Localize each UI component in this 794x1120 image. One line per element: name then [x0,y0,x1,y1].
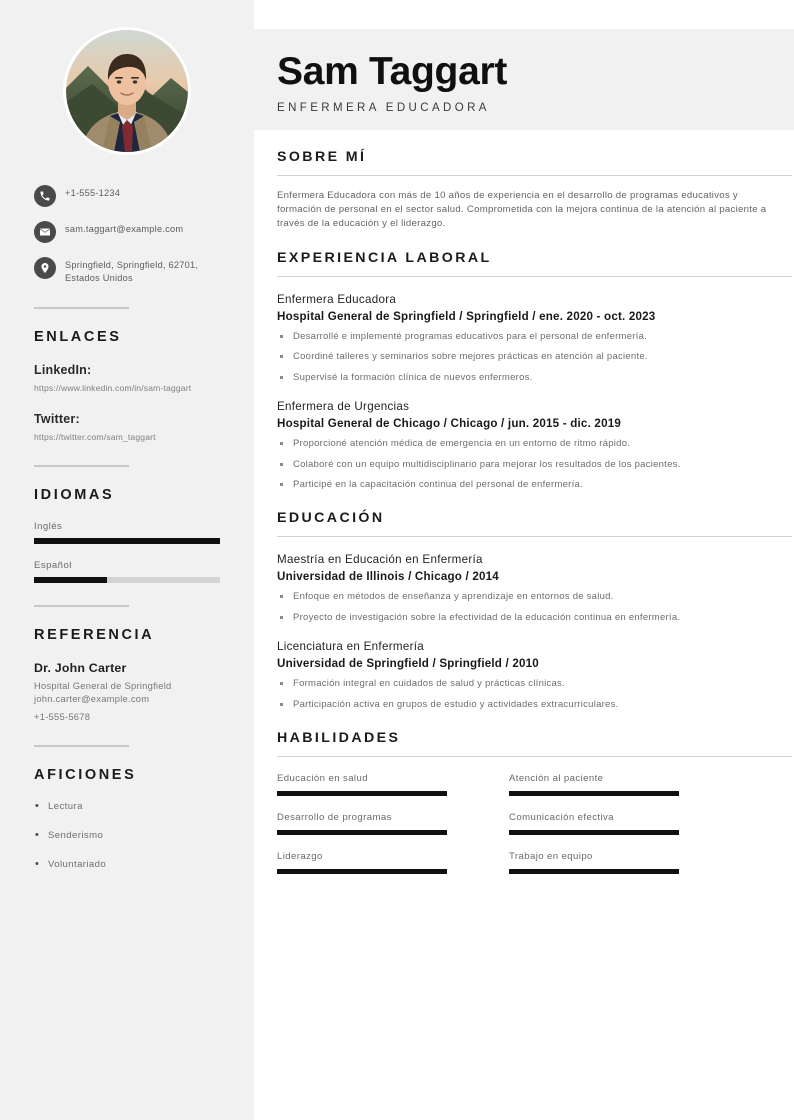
list-item: • Lectura [34,801,220,812]
location-pin-icon [34,257,56,279]
divider [277,276,792,277]
skills-heading: HABILIDADES [277,730,401,747]
profile-photo-illustration [66,30,188,152]
list-item: Coordiné talleres y seminarios sobre mejores prácticas en atención al paciente. [277,350,772,363]
hobbies-heading: AFICIONES [34,767,137,783]
skill-item [509,773,679,796]
language-item [34,521,220,544]
education-entry [277,553,794,624]
language-level-fill [34,577,107,583]
list-item: Proporcioné atención médica de emergencia en un entorno de ritmo rápido. [277,437,772,450]
list-item: Participé en la capacitación continua del personal de enfermería. [277,478,772,491]
phone-icon [34,185,56,207]
entry-bullets [277,437,794,491]
skill-item [277,812,447,835]
language-item [34,560,220,583]
divider [34,307,129,309]
profile-photo [66,30,188,152]
skill-label: Comunicación efectiva [509,812,614,824]
skill-bar [277,869,447,874]
languages-heading: IDIOMAS [34,487,115,503]
skill-bar [277,791,447,796]
divider [277,536,792,537]
entry-bullets [277,590,794,624]
divider [277,756,792,757]
phone-text: +1-555-1234 [65,188,121,198]
about-text: Enfermera Educadora con más de 10 años de experiencia en el desarrollo de programas educativos y formación de personal en el sector salud. Comprometida con la mejora continua de la atención al paciente a través de la educación y el liderazgo. [277,190,767,229]
hobby-list [34,801,220,870]
entry-meta: Universidad de Illinois / Chicago / 2014 [277,570,499,584]
list-item: Desarrollé e implementé programas educativos para el personal de enfermería. [277,330,772,343]
list-item: • Senderismo [34,830,220,841]
skill-label: Liderazgo [277,851,323,863]
contact-row-address [34,256,220,285]
list-item: • Voluntariado [34,859,220,870]
twitter-label: Twitter: [34,411,80,426]
envelope-icon [34,221,56,243]
skill-label: Desarrollo de programas [277,812,392,824]
avatar [34,30,220,152]
skill-item [277,773,447,796]
divider [34,465,129,467]
experience-entry [277,293,794,384]
language-level-track [34,538,220,544]
contact-row-email [34,220,220,243]
links-heading: ENLACES [34,329,122,345]
list-item: Colaboré con un equipo multidisciplinario para mejorar los resultados de los pacientes. [277,458,772,471]
reference-phone: +1-555-5678 [34,711,91,722]
main-content [254,0,794,1120]
skill-bar [509,830,679,835]
education-heading: EDUCACIÓN [277,510,385,527]
divider [277,175,792,176]
reference-email[interactable]: john.carter@example.com [34,693,150,704]
language-name: Español [34,560,72,571]
language-level-track [34,577,220,583]
link-item-linkedin[interactable] [34,363,220,395]
section-education [277,510,794,711]
experience-entry [277,400,794,491]
section-experience [277,250,794,491]
section-about [277,149,794,231]
divider [34,745,129,747]
skill-item [509,812,679,835]
email-text: sam.taggart@example.com [65,224,184,234]
section-skills [277,730,794,890]
entry-meta: Universidad de Springfield / Springfield / 2010 [277,657,539,671]
address-text: Springfield, Springfield, 62701, Estados Unidos [65,260,199,283]
list-item: Supervisé la formación clínica de nuevos enfermeros. [277,371,772,384]
reference-organization: Hospital General de Springfield [34,680,172,691]
about-heading: SOBRE MÍ [277,149,367,165]
divider [34,605,129,607]
skill-label: Atención al paciente [509,773,604,785]
linkedin-label: LinkedIn: [34,363,92,377]
twitter-url[interactable]: https://twitter.com/sam_taggart [34,431,156,442]
sidebar [0,0,254,1120]
entry-role: Enfermera de Urgencias [277,400,410,414]
entry-role: Licenciatura en Enfermería [277,640,424,654]
entry-meta: Hospital General de Chicago / Chicago / jun. 2015 - dic. 2019 [277,417,622,431]
entry-bullets [277,677,794,711]
list-item: Enfoque en métodos de enseñanza y aprendizaje en entornos de salud. [277,590,772,603]
link-item-twitter[interactable] [34,412,220,444]
reference-heading: REFERENCIA [34,627,155,643]
skill-item [277,851,447,874]
skill-label: Educación en salud [277,773,368,785]
contact-row-phone [34,184,220,207]
reference-name: Dr. John Carter [34,661,127,675]
entry-role: Maestría en Educación en Enfermería [277,553,483,567]
list-item: Proyecto de investigación sobre la efectividad de la educación continua en enfermería. [277,611,772,624]
contact-list [34,184,220,285]
language-name: Inglés [34,521,63,532]
reference-card [34,661,220,723]
skills-grid [277,773,794,890]
name-banner [254,29,794,130]
experience-heading: EXPERIENCIA LABORAL [277,250,492,266]
page-title: Sam Taggart [277,50,508,93]
education-entry [277,640,794,711]
skill-bar [277,830,447,835]
skill-item [509,851,679,874]
skill-label: Trabajo en equipo [509,851,593,863]
linkedin-url[interactable]: https://www.linkedin.com/in/sam-taggart [34,383,192,393]
list-item: Participación activa en grupos de estudio y actividades extracurriculares. [277,698,772,711]
skill-bar [509,869,679,874]
list-item: Formación integral en cuidados de salud y prácticas clínicas. [277,677,772,690]
job-title: ENFERMERA EDUCADORA [277,102,490,114]
entry-role: Enfermera Educadora [277,293,397,306]
language-level-fill [34,538,220,544]
skill-bar [509,791,679,796]
entry-meta: Hospital General de Springfield / Springfield / ene. 2020 - oct. 2023 [277,310,656,323]
entry-bullets [277,330,794,384]
